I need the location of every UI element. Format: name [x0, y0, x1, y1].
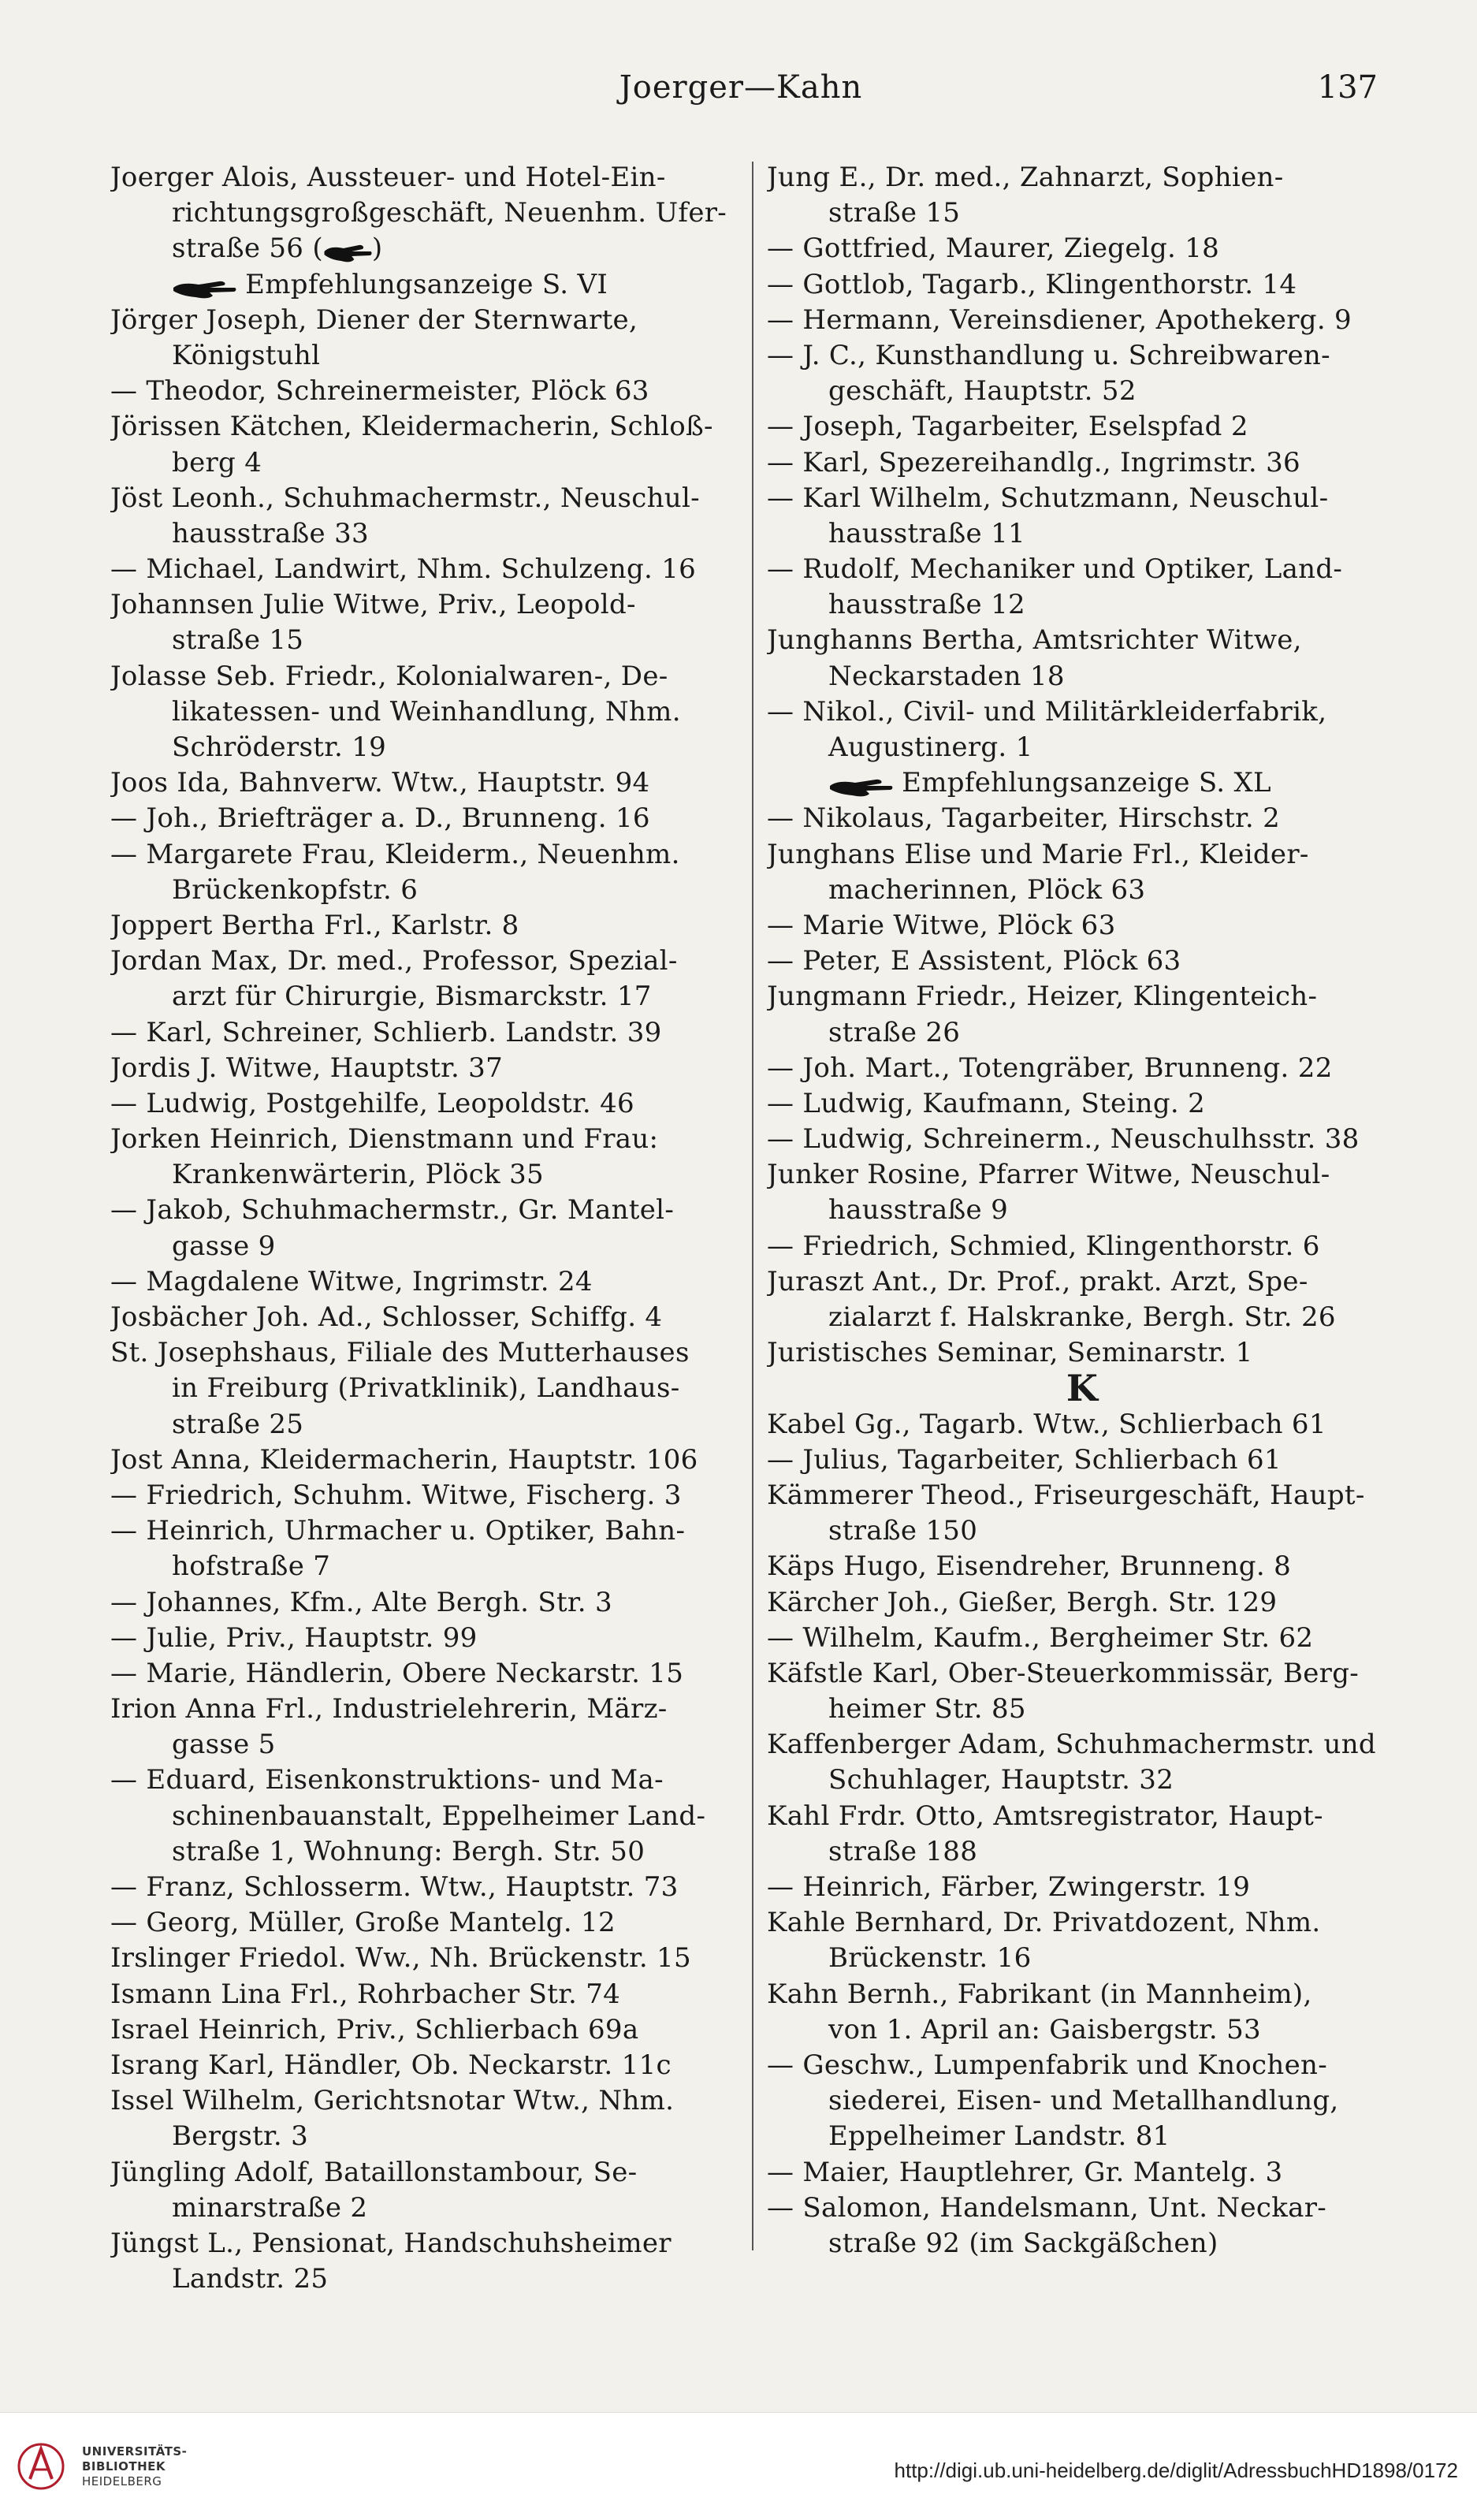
- directory-entry-line: straße 92 (im Sackgäßchen): [828, 2227, 1218, 2259]
- directory-entry-line: gasse 9: [172, 1230, 276, 1262]
- directory-entry-line: — Michael, Landwirt, Nhm. Schulzeng. 16: [110, 553, 697, 586]
- directory-entry-line: Brückenkopfstr. 6: [172, 873, 419, 906]
- directory-entry-line: — Julius, Tagarbeiter, Schlierbach 61: [767, 1443, 1282, 1476]
- directory-entry-line: straße 1, Wohnung: Bergh. Str. 50: [172, 1835, 645, 1867]
- directory-entry-line: — Margarete Frau, Kleiderm., Neuenhm.: [110, 838, 680, 870]
- directory-entry-line: minarstraße 2: [172, 2191, 368, 2224]
- directory-entry-line: straße 150: [828, 1515, 978, 1547]
- directory-entry-line: Juraszt Ant., Dr. Prof., prakt. Arzt, Spe-: [767, 1265, 1308, 1297]
- directory-entry-line: Israng Karl, Händler, Ob. Neckarstr. 11c: [110, 2049, 672, 2081]
- directory-entry-line: — Karl Wilhelm, Schutzmann, Neuschul-: [767, 482, 1329, 514]
- directory-entry-line: hausstraße 9: [828, 1194, 1009, 1226]
- directory-entry-line: straße 188: [828, 1835, 978, 1867]
- directory-entry-line: Joppert Bertha Frl., Karlstr. 8: [110, 909, 519, 941]
- directory-entry-line: schinenbauanstalt, Eppelheimer Land-: [172, 1800, 706, 1832]
- directory-entry-line: Kahl Frdr. Otto, Amtsregistrator, Haupt-: [767, 1800, 1323, 1832]
- directory-entry-line: likatessen- und Weinhandlung, Nhm.: [172, 695, 681, 728]
- directory-entry-line: — Eduard, Eisenkonstruktions- und Ma-: [110, 1764, 664, 1796]
- directory-entry-line: — Joh., Briefträger a. D., Brunneng. 16: [110, 802, 650, 835]
- directory-entry-line: Jöst Leonh., Schuhmachermstr., Neuschul-: [110, 482, 700, 514]
- directory-entry-line: richtungsgroßgeschäft, Neuenhm. Ufer-: [172, 197, 727, 229]
- directory-entry-line: — Gottlob, Tagarb., Klingenthorstr. 14: [767, 268, 1297, 300]
- directory-entry-line: — Friedrich, Schuhm. Witwe, Fischerg. 3: [110, 1479, 682, 1511]
- directory-entry-line: Jörger Joseph, Diener der Sternwarte,: [110, 303, 638, 336]
- directory-entry-line: Jordis J. Witwe, Hauptstr. 37: [110, 1052, 504, 1084]
- library-name-line3: HEIDELBERG: [82, 2474, 162, 2488]
- directory-entry-line: Irslinger Friedol. Ww., Nh. Brückenstr. 15: [110, 1942, 691, 1975]
- library-name-line1: UNIVERSITÄTS-: [82, 2444, 188, 2459]
- directory-entry-line: Jüngst L., Pensionat, Handschuhsheimer: [110, 2227, 672, 2259]
- directory-entry-line: — Friedrich, Schmied, Klingenthorstr. 6: [767, 1230, 1320, 1262]
- directory-entry-line: — Geschw., Lumpenfabrik und Knochen-: [767, 2049, 1328, 2081]
- directory-entry-line: Königstuhl: [172, 339, 321, 371]
- directory-entry-line: — Gottfried, Maurer, Ziegelg. 18: [767, 233, 1220, 265]
- directory-entry-line: — Wilhelm, Kaufm., Bergheimer Str. 62: [767, 1621, 1314, 1654]
- directory-entry-line: straße 15: [828, 197, 961, 229]
- pointing-hand-icon: [323, 238, 372, 262]
- directory-entry-line: — Theodor, Schreinermeister, Plöck 63: [110, 375, 649, 408]
- directory-entry-line: — Nikolaus, Tagarbeiter, Hirschstr. 2: [767, 802, 1281, 835]
- entry-text: straße 56 (: [172, 233, 323, 265]
- directory-entry-line: Josbächer Joh. Ad., Schlosser, Schiffg. 4: [110, 1301, 663, 1333]
- library-name-line2: BIBLIOTHEK: [82, 2459, 166, 2473]
- directory-entry-line: — J. C., Kunsthandlung u. Schreibwaren-: [767, 339, 1330, 371]
- pointing-hand-icon: [172, 274, 236, 298]
- directory-entry-line: Kahle Bernhard, Dr. Privatdozent, Nhm.: [767, 1907, 1321, 1939]
- directory-entry-line: Landstr. 25: [172, 2263, 329, 2295]
- directory-entry-line: — Maier, Hauptlehrer, Gr. Mantelg. 3: [767, 2156, 1283, 2188]
- directory-entry-line: — Karl, Schreiner, Schlierb. Landstr. 39: [110, 1016, 662, 1048]
- source-url[interactable]: http://digi.ub.uni-heidelberg.de/diglit/AdressbuchHD1898/0172: [894, 2459, 1458, 2482]
- directory-entry-line: — Hermann, Vereinsdiener, Apothekerg. 9: [767, 303, 1352, 336]
- directory-entry-line: — Marie, Händlerin, Obere Neckarstr. 15: [110, 1657, 684, 1689]
- directory-entry-line: Neckarstaden 18: [828, 660, 1065, 692]
- directory-entry-line: Jolasse Seb. Friedr., Kolonialwaren-, De-: [110, 660, 668, 692]
- directory-entry-line: in Freiburg (Privatklinik), Landhaus-: [172, 1372, 680, 1405]
- directory-entry-line: [110, 267, 741, 303]
- page-header: [110, 69, 1378, 117]
- directory-entry-line: — Salomon, Handelsmann, Unt. Neckar-: [767, 2191, 1327, 2224]
- directory-entry-line: Ismann Lina Frl., Rohrbacher Str. 74: [110, 1978, 621, 2010]
- library-name: [82, 2444, 187, 2489]
- running-title: Joerger—Kahn: [619, 69, 863, 106]
- directory-entry-line: von 1. April an: Gaisbergstr. 53: [828, 2013, 1261, 2045]
- directory-entry-line: — Georg, Müller, Große Mantelg. 12: [110, 1907, 616, 1939]
- directory-entry-line: Bergstr. 3: [172, 2120, 308, 2153]
- directory-entry-line: Jörissen Kätchen, Kleidermacherin, Schloß-: [110, 411, 713, 443]
- directory-entry-line: Käfstle Karl, Ober-Steuerkommissär, Berg-: [767, 1657, 1360, 1689]
- directory-entry-line: — Karl, Spezereihandlg., Ingrimstr. 36: [767, 446, 1300, 478]
- directory-entry-line: Schröderstr. 19: [172, 731, 387, 763]
- directory-entry-line: hausstraße 12: [828, 589, 1025, 621]
- directory-entry-line: Issel Wilhelm, Gerichtsnotar Wtw., Nhm.: [110, 2085, 675, 2117]
- directory-entry-line: Kärcher Joh., Gießer, Bergh. Str. 129: [767, 1586, 1278, 1618]
- directory-entry-line: Brückenstr. 16: [828, 1942, 1032, 1975]
- directory-entry-line: Kaffenberger Adam, Schuhmachermstr. und: [767, 1729, 1376, 1761]
- directory-entry-line: — Marie Witwe, Plöck 63: [767, 909, 1116, 941]
- directory-entry-line: — Rudolf, Mechaniker und Optiker, Land-: [767, 553, 1343, 586]
- directory-entry-line: — Heinrich, Uhrmacher u. Optiker, Bahn-: [110, 1515, 686, 1547]
- directory-entry-line: Jost Anna, Kleidermacherin, Hauptstr. 106: [110, 1443, 698, 1476]
- directory-entry-line: straße 25: [172, 1408, 304, 1440]
- footer-bar: [0, 2412, 1477, 2520]
- directory-entry-line: — Julie, Priv., Hauptstr. 99: [110, 1621, 478, 1654]
- directory-entry-line: — Ludwig, Kaufmann, Steing. 2: [767, 1087, 1206, 1119]
- directory-entry-line: Jung E., Dr. med., Zahnarzt, Sophien-: [767, 162, 1284, 193]
- directory-entry-line: Jüngling Adolf, Bataillonstambour, Se-: [110, 2156, 638, 2188]
- directory-entry-line: Johannsen Julie Witwe, Priv., Leopold-: [110, 589, 636, 621]
- directory-entry-line: Joerger Alois, Aussteuer- und Hotel-Ein-: [110, 162, 666, 193]
- section-letter: K: [1066, 1371, 1099, 1407]
- directory-entry-line: — Heinrich, Färber, Zwingerstr. 19: [767, 1871, 1251, 1903]
- directory-entry-line: Eppelheimer Landstr. 81: [828, 2120, 1170, 2153]
- directory-entry-line: — Peter, E Assistent, Plöck 63: [767, 945, 1181, 977]
- directory-entry-line: Jorken Heinrich, Dienstmann und Frau:: [110, 1123, 659, 1156]
- directory-entry-line: — Joh. Mart., Totengräber, Brunneng. 22: [767, 1052, 1333, 1084]
- directory-entry-line: Kabel Gg., Tagarb. Wtw., Schlierbach 61: [767, 1408, 1326, 1440]
- directory-entry-line: Junghans Elise und Marie Frl., Kleider-: [767, 838, 1309, 870]
- directory-entry-line: Schuhlager, Hauptstr. 32: [828, 1764, 1174, 1796]
- entry-text: Empfehlungsanzeige S. VI: [236, 268, 608, 300]
- directory-entry-line: siederei, Eisen- und Metallhandlung,: [828, 2085, 1339, 2117]
- directory-entry-line: — Ludwig, Schreinerm., Neuschulhsstr. 38: [767, 1123, 1360, 1156]
- directory-entry-line: — Nikol., Civil- und Militärkleiderfabrik,: [767, 695, 1327, 728]
- right-column: [767, 160, 1397, 2261]
- directory-entry-line: Junghanns Bertha, Amtsrichter Witwe,: [767, 624, 1302, 657]
- directory-entry-line: berg 4: [172, 446, 262, 478]
- directory-entry-line: Jordan Max, Dr. med., Professor, Spezial-: [110, 945, 678, 977]
- directory-entry-line: Käps Hugo, Eisendreher, Brunneng. 8: [767, 1550, 1291, 1583]
- entry-text-suffix: ): [371, 233, 383, 265]
- directory-entry-line: — Magdalene Witwe, Ingrimstr. 24: [110, 1265, 593, 1297]
- directory-entry-line: Jungmann Friedr., Heizer, Klingenteich-: [767, 981, 1318, 1013]
- directory-entry-line: Joos Ida, Bahnverw. Wtw., Hauptstr. 94: [110, 767, 650, 799]
- directory-entry-line: geschäft, Hauptstr. 52: [828, 375, 1137, 408]
- directory-entry-line: macherinnen, Plöck 63: [828, 873, 1146, 906]
- directory-entry-line: heimer Str. 85: [828, 1693, 1026, 1725]
- directory-entry-line: Israel Heinrich, Priv., Schlierbach 69a: [110, 2013, 639, 2045]
- left-column: [110, 160, 741, 2297]
- directory-entry-line: Kahn Bernh., Fabrikant (in Mannheim),: [767, 1978, 1312, 2010]
- pointing-hand-icon: [828, 772, 893, 796]
- directory-entry-line: gasse 5: [172, 1729, 276, 1761]
- directory-entry-line: hofstraße 7: [172, 1550, 331, 1583]
- directory-entry-line: zialarzt f. Halskranke, Bergh. Str. 26: [828, 1301, 1336, 1333]
- directory-entry-line: Augustinerg. 1: [828, 731, 1033, 763]
- directory-entry-line: straße 26: [828, 1016, 961, 1048]
- library-logo-icon: [16, 2435, 66, 2498]
- directory-entry-line: [767, 765, 1397, 801]
- directory-entry-line: — Jakob, Schuhmachermstr., Gr. Mantel-: [110, 1194, 675, 1226]
- directory-entry-line: arzt für Chirurgie, Bismarckstr. 17: [172, 981, 652, 1013]
- page-number: 137: [1317, 69, 1378, 106]
- directory-entry-line: — Franz, Schlosserm. Wtw., Hauptstr. 73: [110, 1871, 679, 1903]
- directory-entry-line: Irion Anna Frl., Industrielehrerin, März-: [110, 1693, 668, 1725]
- directory-entry-line: Kämmerer Theod., Friseurgeschäft, Haupt-: [767, 1479, 1365, 1511]
- directory-entry-line: Juristisches Seminar, Seminarstr. 1: [767, 1337, 1253, 1369]
- directory-entry-line: [110, 231, 741, 266]
- directory-entry-line: — Johannes, Kfm., Alte Bergh. Str. 3: [110, 1586, 612, 1618]
- directory-entry-line: St. Josephshaus, Filiale des Mutterhauses: [110, 1337, 690, 1369]
- column-divider: [752, 162, 753, 2250]
- directory-entry-line: — Joseph, Tagarbeiter, Eselspfad 2: [767, 411, 1248, 443]
- entry-text: Empfehlungsanzeige S. XL: [893, 767, 1271, 799]
- directory-entry-line: hausstraße 33: [172, 517, 369, 549]
- directory-entry-line: straße 15: [172, 624, 304, 657]
- directory-entry-line: Junker Rosine, Pfarrer Witwe, Neuschul-: [767, 1159, 1330, 1191]
- directory-entry-line: Krankenwärterin, Plöck 35: [172, 1159, 544, 1191]
- directory-entry-line: — Ludwig, Postgehilfe, Leopoldstr. 46: [110, 1087, 634, 1119]
- directory-entry-line: hausstraße 11: [828, 517, 1025, 549]
